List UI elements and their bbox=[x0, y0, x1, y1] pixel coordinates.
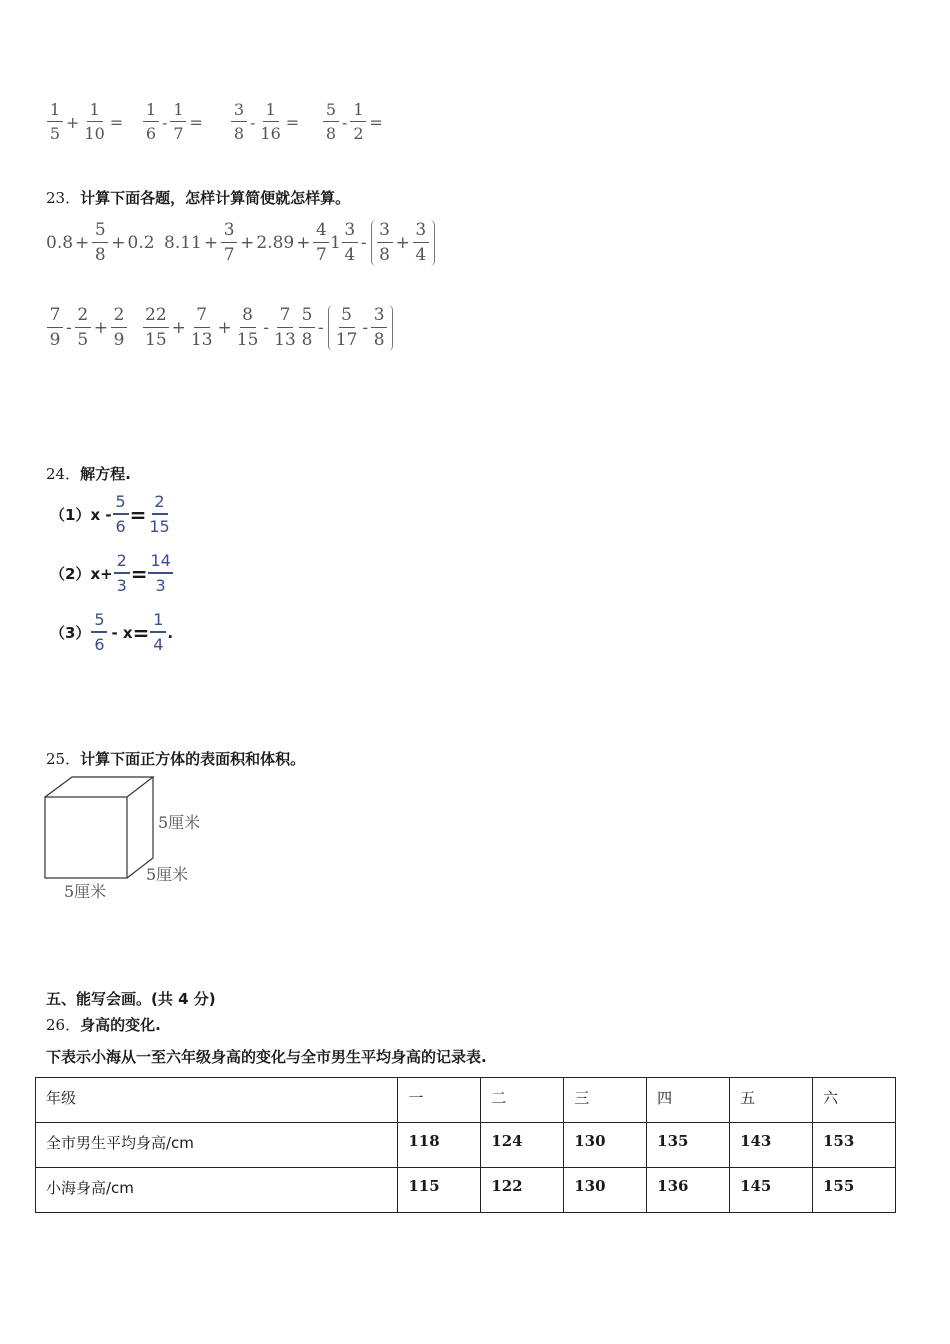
fraction: $\frac{1}{16}$ bbox=[260, 100, 281, 143]
cube-depth-label: 5厘米 bbox=[146, 865, 189, 884]
fraction: $\frac{2}{15}$ bbox=[149, 492, 170, 536]
q23-expr-3: 1 $\frac{3}{4}$ - $\frac{3}{8}$ + $\frac{3}{4}$ bbox=[330, 220, 437, 266]
parentheses: $\frac{5}{17}$ - $\frac{3}{8}$ bbox=[328, 305, 393, 351]
q22-expr-1: $\frac{1}{5}$ + $\frac{1}{10}$ = bbox=[46, 102, 142, 142]
q23-expr-4: $\frac{7}{9}$ - $\frac{2}{5}$ + $\frac{2}{9}$ bbox=[46, 307, 142, 349]
table-row bbox=[36, 1168, 896, 1213]
table-header-cell: 五 bbox=[730, 1078, 813, 1123]
table-cell: 143 bbox=[730, 1123, 813, 1168]
q22-expr-2: $\frac{1}{6}$ - $\frac{1}{7}$ = bbox=[142, 102, 230, 142]
table-cell: 118 bbox=[398, 1123, 481, 1168]
q25-title: 25．计算下面正方体的表面积和体积。 bbox=[46, 750, 306, 768]
fraction: $\frac{2}{9}$ bbox=[111, 307, 127, 349]
cube-height-label: 5厘米 bbox=[158, 813, 201, 832]
table-header-cell: 四 bbox=[647, 1078, 730, 1123]
fraction: $\frac{3}{8}$ bbox=[377, 222, 393, 264]
q24-equation-1: （1） x - $\frac{5}{6}$ = $\frac{2}{15}$ bbox=[50, 492, 170, 536]
table-cell: 115 bbox=[398, 1168, 481, 1213]
cube-edges bbox=[45, 777, 153, 878]
q23-expr-2: 8.11 + $\frac{3}{7}$ + 2.89 + $\frac{4}{7}$ bbox=[164, 222, 330, 264]
table-cell: 122 bbox=[481, 1168, 564, 1213]
fraction: $\frac{1}{4}$ bbox=[150, 612, 166, 653]
table-header-cell: 二 bbox=[481, 1078, 564, 1123]
parentheses: $\frac{3}{8}$ + $\frac{3}{4}$ bbox=[371, 220, 435, 266]
q24-equation-3: （3） $\frac{5}{6}$ - x = $\frac{1}{4}$ . bbox=[50, 610, 174, 654]
table-cell: 130 bbox=[564, 1168, 647, 1213]
cube-width-label: 5厘米 bbox=[64, 882, 107, 901]
fraction: $\frac{14}{3}$ bbox=[150, 551, 171, 595]
fraction: $\frac{2}{5}$ bbox=[75, 307, 91, 349]
table-header-cell: 一 bbox=[398, 1078, 481, 1123]
fraction: $\frac{5}{8}$ bbox=[92, 222, 108, 264]
q22-expr-4: $\frac{5}{8}$ - $\frac{1}{2}$ = bbox=[322, 102, 385, 142]
fraction: $\frac{1}{5}$ bbox=[47, 102, 63, 142]
fraction: $\frac{3}{7}$ bbox=[221, 222, 237, 264]
fraction: $\frac{8}{15}$ bbox=[236, 305, 259, 350]
q22-expr-3: $\frac{3}{8}$ - $\frac{1}{16}$ = bbox=[230, 102, 322, 142]
cube-front-face bbox=[45, 797, 127, 878]
table-header-cell: 六 bbox=[812, 1078, 895, 1123]
q22-expression-row bbox=[46, 102, 385, 142]
table-cell: 136 bbox=[647, 1168, 730, 1213]
fraction: $\frac{3}{8}$ bbox=[231, 102, 247, 142]
fraction: $\frac{5}{6}$ bbox=[113, 494, 129, 535]
height-table bbox=[35, 1077, 896, 1213]
q26-title: 26．身高的变化. bbox=[46, 1016, 161, 1034]
fraction: $\frac{3}{4}$ bbox=[342, 222, 358, 264]
fraction: $\frac{7}{13}$ bbox=[274, 305, 296, 350]
table-cell: 145 bbox=[730, 1168, 813, 1213]
table-header-cell: 年级 bbox=[36, 1078, 398, 1123]
fraction: $\frac{1}{10}$ bbox=[84, 100, 105, 143]
table-cell: 124 bbox=[481, 1123, 564, 1168]
table-row bbox=[36, 1123, 896, 1168]
fraction: $\frac{7}{13}$ bbox=[190, 305, 213, 350]
fraction: $\frac{5}{6}$ bbox=[91, 612, 107, 653]
fraction: $\frac{5}{8}$ bbox=[299, 307, 315, 349]
row-label: 全市男生平均身高/cm bbox=[36, 1123, 398, 1168]
table-cell: 153 bbox=[812, 1123, 895, 1168]
row-label: 小海身高/cm bbox=[36, 1168, 398, 1213]
q24-equation-2: （2） x+ $\frac{2}{3}$ = $\frac{14}{3}$ bbox=[50, 551, 171, 595]
cube-top-face bbox=[45, 777, 153, 797]
q23-row-1 bbox=[46, 220, 437, 266]
fraction: $\frac{1}{2}$ bbox=[350, 102, 366, 142]
q23-title: 23．计算下面各题，怎样计算简便就怎样算。 bbox=[46, 189, 351, 207]
fraction: $\frac{3}{4}$ bbox=[413, 222, 429, 264]
q23-row-2 bbox=[46, 305, 395, 351]
fraction: $\frac{1}{7}$ bbox=[170, 102, 186, 142]
q23-expr-6: $\frac{5}{8}$ - $\frac{5}{17}$ - $\frac{3}{8}$ bbox=[298, 305, 395, 351]
section-5-title: 五、能写会画。(共 4 分) bbox=[46, 990, 216, 1008]
table-header-row bbox=[36, 1078, 896, 1123]
fraction: $\frac{7}{9}$ bbox=[47, 307, 63, 349]
fraction: $\frac{2}{3}$ bbox=[114, 553, 130, 594]
fraction: $\frac{5}{17}$ bbox=[335, 305, 358, 350]
fraction: $\frac{3}{8}$ bbox=[371, 307, 387, 349]
q24-title: 24．解方程. bbox=[46, 465, 131, 483]
fraction: $\frac{5}{8}$ bbox=[323, 102, 339, 142]
table-cell: 135 bbox=[647, 1123, 730, 1168]
table-cell: 155 bbox=[812, 1168, 895, 1213]
q23-expr-5: $\frac{22}{15}$ + $\frac{7}{13}$ + $\frac{8}{15}$ - $\frac{7}{13}$ bbox=[145, 305, 296, 350]
table-header-cell: 三 bbox=[564, 1078, 647, 1123]
fraction: $\frac{4}{7}$ bbox=[313, 222, 329, 264]
q23-expr-1: 0.8 + $\frac{5}{8}$ + 0.2 bbox=[46, 220, 155, 265]
fraction: $\frac{22}{15}$ bbox=[145, 305, 167, 350]
fraction: $\frac{1}{6}$ bbox=[143, 102, 159, 142]
q26-description: 下表示小海从一至六年级身高的变化与全市男生平均身高的记录表. bbox=[46, 1048, 487, 1066]
table-cell: 130 bbox=[564, 1123, 647, 1168]
